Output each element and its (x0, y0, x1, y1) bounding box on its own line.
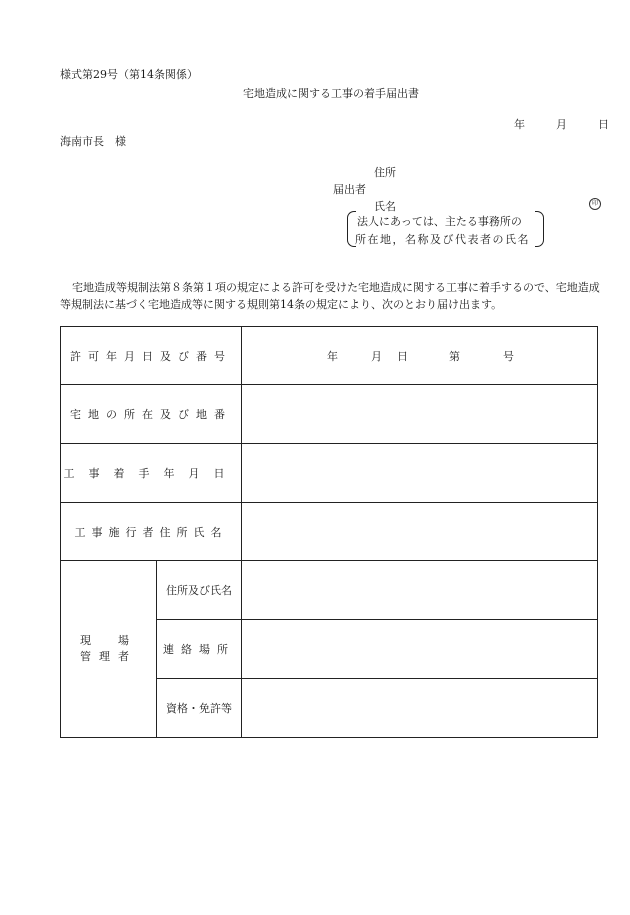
notifier-address-label: 住所 (374, 166, 396, 179)
location-label: 宅地の所在及び地番 (61, 385, 242, 444)
declaration-text: 宅地造成等規制法第８条第１項の規定による許可を受けた宅地造成に関する工事に着手するので、宅地造成等規制法に基づく宅地造成等に関する規則第14条の規定により、次のとおり届け出ます。 (60, 281, 600, 311)
manager-qualification-field[interactable] (242, 679, 598, 738)
permit-month-label: 月 (371, 349, 382, 363)
site-manager-label-line1: 現 場 (80, 634, 137, 647)
contractor-field[interactable] (242, 503, 598, 561)
manager-contact-field[interactable] (242, 620, 598, 679)
form-number: 様式第29号（第14条関係） (60, 68, 198, 81)
seal-mark: 印 (589, 198, 601, 210)
document-title: 宅地造成に関する工事の着手届出書 (243, 87, 419, 100)
date-day-label: 日 (598, 118, 609, 131)
permit-no-prefix: 第 (449, 349, 460, 363)
start-date-label: 工事着手年月日 (61, 444, 242, 503)
start-date-field[interactable] (242, 444, 598, 503)
location-field[interactable] (242, 385, 598, 444)
right-bracket (535, 211, 544, 247)
notifier-name-label: 氏名 (374, 200, 396, 213)
table-row (61, 503, 598, 561)
manager-address-name-field[interactable] (242, 561, 598, 620)
manager-contact-label: 連絡場所 (157, 620, 242, 679)
corporation-note-line1: 法人にあっては、主たる事務所の (357, 215, 522, 228)
corporation-note (347, 211, 544, 247)
notification-table (60, 326, 598, 738)
submission-date (514, 116, 609, 132)
contractor-label: 工事施行者住所氏名 (61, 503, 242, 561)
permit-no-suffix: 号 (503, 349, 514, 363)
permit-value-field[interactable] (242, 327, 598, 385)
table-row (61, 561, 598, 620)
table-row (61, 444, 598, 503)
site-manager-label-line2: 管理者 (80, 650, 137, 663)
manager-address-name-label: 住所及び氏名 (157, 561, 242, 620)
permit-year-label: 年 (327, 349, 338, 363)
table-row (61, 327, 598, 385)
manager-qualification-label: 資格・免許等 (157, 679, 242, 738)
site-manager-label (61, 561, 157, 738)
corporation-note-line2: 所在地，名称及び代表者の氏名 (355, 233, 530, 246)
permit-day-label: 日 (397, 349, 408, 363)
addressee: 海南市長 様 (60, 135, 126, 148)
date-month-label: 月 (556, 118, 567, 131)
permit-label: 許可年月日及び番号 (61, 327, 242, 385)
date-year-label: 年 (514, 118, 525, 131)
table-row (61, 385, 598, 444)
notifier-label: 届出者 (333, 183, 366, 196)
